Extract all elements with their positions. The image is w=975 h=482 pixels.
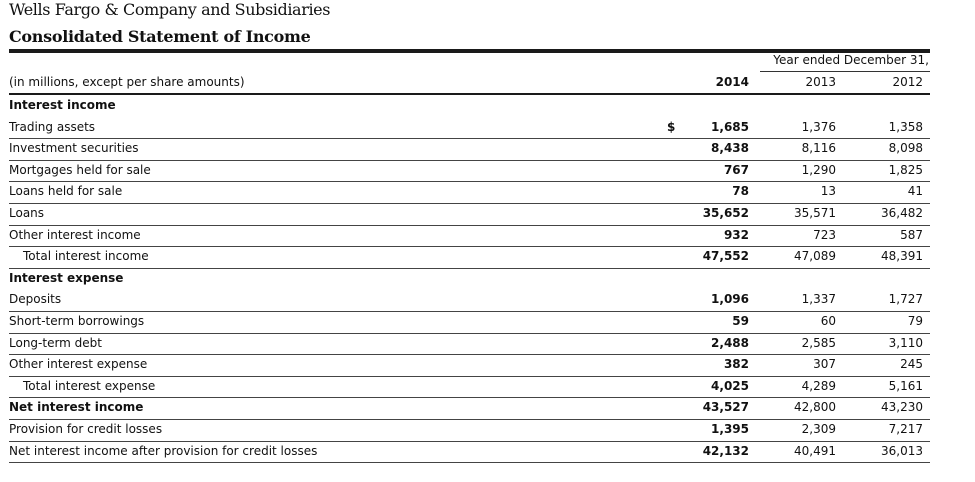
table-row: [9, 203, 930, 224]
period-underline: [760, 71, 930, 72]
table-row: [9, 246, 930, 267]
value-2013: 2,585: [801, 336, 836, 350]
table-row: [9, 397, 930, 418]
table-row: [9, 333, 930, 354]
value-2013: 1,376: [801, 120, 836, 134]
row-label: Total interest expense: [23, 379, 156, 393]
value-2012: 1,358: [888, 120, 923, 134]
value-2012: 7,217: [888, 422, 923, 436]
value-2014: 1,685: [711, 120, 749, 134]
table-bottom-rule: [9, 462, 930, 463]
value-2012: 8,098: [888, 141, 923, 155]
value-2013: 35,571: [794, 206, 836, 220]
value-2014: 4,025: [711, 379, 749, 393]
value-2014: 1,096: [711, 292, 749, 306]
value-2013: 1,290: [801, 163, 836, 177]
value-2013: 47,089: [794, 249, 836, 263]
value-2013: 1,337: [801, 292, 836, 306]
value-2013: 13: [820, 184, 836, 198]
row-label: Other interest expense: [9, 357, 148, 371]
company-name: Wells Fargo & Company and Subsidiaries: [9, 0, 331, 19]
table-row: [9, 117, 930, 138]
value-2014: 42,132: [702, 444, 749, 458]
value-2012: 48,391: [881, 249, 923, 263]
value-2014: 78: [732, 184, 749, 198]
row-label: Loans: [9, 206, 45, 220]
row-label: Mortgages held for sale: [9, 163, 151, 177]
value-2012: 36,482: [881, 206, 923, 220]
value-2014: 35,652: [702, 206, 749, 220]
value-2014: 2,488: [711, 336, 749, 350]
value-2014: 767: [723, 163, 749, 177]
value-2014: 47,552: [702, 249, 749, 263]
statement-title: Consolidated Statement of Income: [9, 27, 311, 46]
value-2012: 41: [907, 184, 923, 198]
table-row: [9, 138, 930, 159]
value-2012: 43,230: [881, 400, 923, 414]
value-2014: 382: [723, 357, 749, 371]
row-label: Interest expense: [9, 271, 124, 285]
units-label: (in millions, except per share amounts): [9, 75, 245, 89]
value-2013: 2,309: [801, 422, 836, 436]
year-header-2013: 2013: [805, 75, 836, 89]
row-label: Investment securities: [9, 141, 139, 155]
row-label: Short-term borrowings: [9, 314, 145, 328]
value-2013: 60: [820, 314, 836, 328]
table-row: [9, 354, 930, 375]
value-2012: 79: [907, 314, 923, 328]
value-2014: 8,438: [711, 141, 749, 155]
value-2012: 587: [900, 228, 923, 242]
table-row: [9, 181, 930, 202]
table-row: [9, 441, 930, 462]
row-label: Long-term debt: [9, 336, 103, 350]
value-2014: 1,395: [711, 422, 749, 436]
table-row: [9, 311, 930, 332]
value-2012: 1,727: [888, 292, 923, 306]
table-row: [9, 289, 930, 310]
row-label: Net interest income after provision for credit losses: [9, 444, 318, 458]
value-2013: 307: [813, 357, 836, 371]
row-label: Loans held for sale: [9, 184, 123, 198]
period-label: Year ended December 31,: [773, 53, 929, 67]
value-2012: 3,110: [888, 336, 923, 350]
table-row: [9, 225, 930, 246]
value-2013: 42,800: [794, 400, 836, 414]
value-2012: 36,013: [881, 444, 923, 458]
row-label: Deposits: [9, 292, 62, 306]
value-2014: 59: [732, 314, 749, 328]
row-label: Provision for credit losses: [9, 422, 163, 436]
value-2014: 43,527: [702, 400, 749, 414]
table-row: [9, 376, 930, 397]
section-header-row: [9, 268, 930, 289]
value-2012: 245: [900, 357, 923, 371]
section-header-row: [9, 95, 930, 116]
table-row: [9, 160, 930, 181]
value-2013: 723: [813, 228, 836, 242]
row-label: Net interest income: [9, 400, 144, 414]
row-label: Other interest income: [9, 228, 141, 242]
value-2013: 8,116: [801, 141, 836, 155]
table-row: [9, 419, 930, 440]
currency-symbol: $: [667, 120, 676, 134]
row-label: Interest income: [9, 98, 116, 112]
value-2014: 932: [723, 228, 749, 242]
row-label: Trading assets: [9, 120, 96, 134]
value-2013: 40,491: [794, 444, 836, 458]
row-label: Total interest income: [23, 249, 149, 263]
year-header-2012: 2012: [892, 75, 923, 89]
value-2013: 4,289: [801, 379, 836, 393]
value-2012: 1,825: [888, 163, 923, 177]
year-header-2014: 2014: [715, 75, 749, 89]
value-2012: 5,161: [888, 379, 923, 393]
